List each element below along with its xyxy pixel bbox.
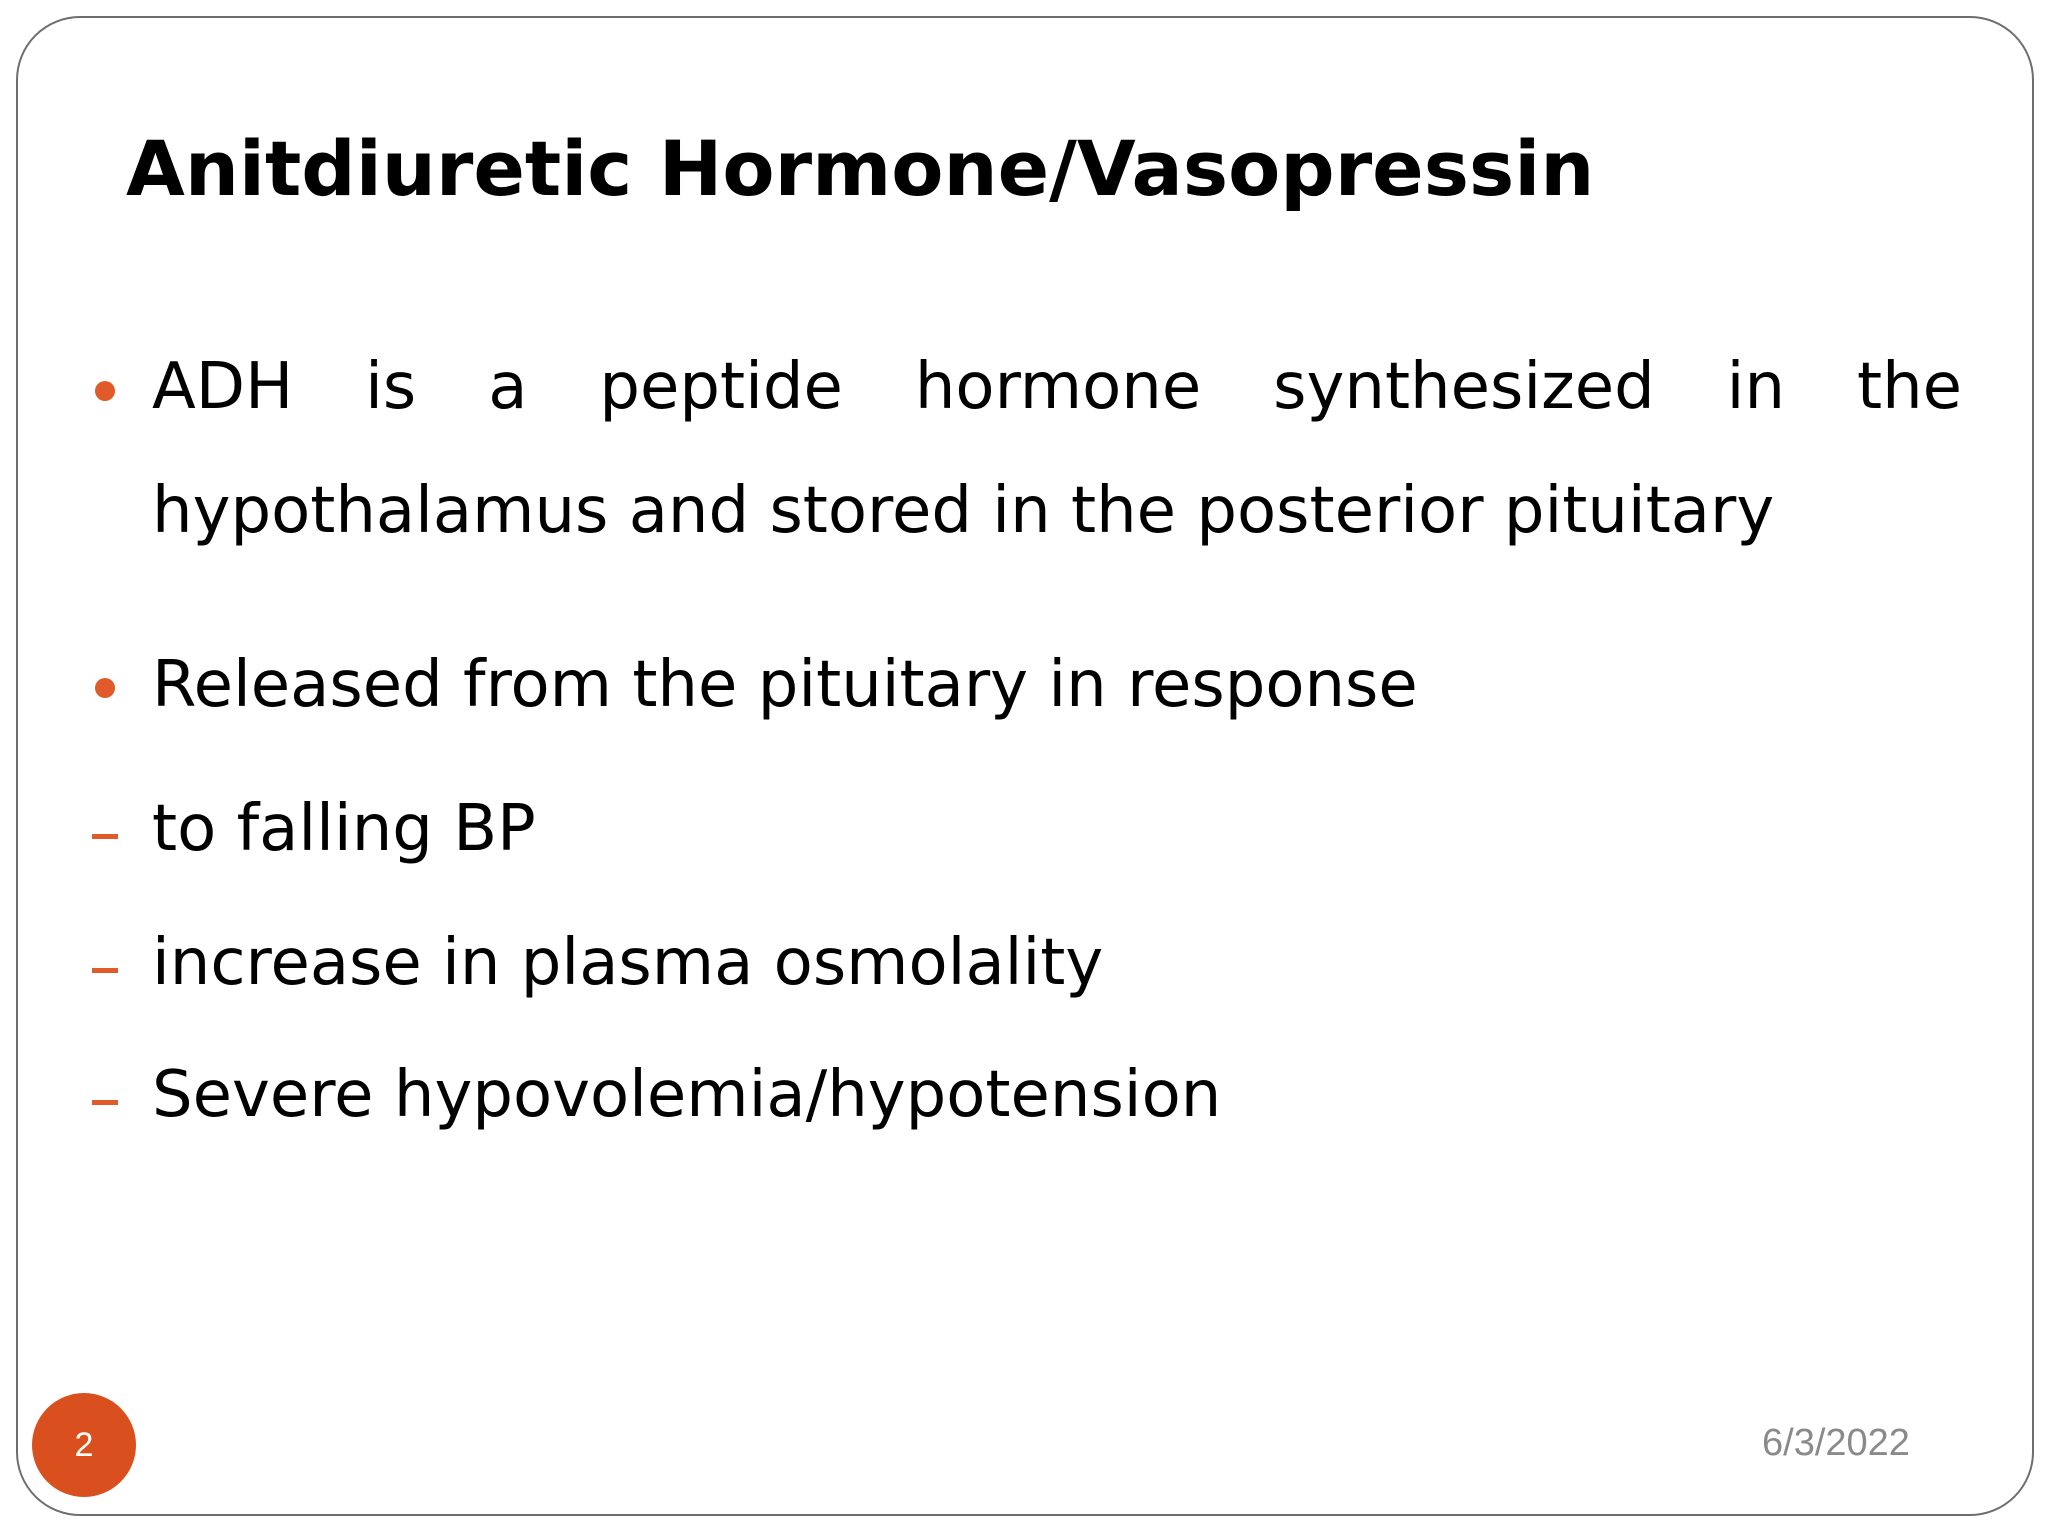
- bullet-1-line-1: ADH is a peptide hormone synthesized in the: [152, 350, 1962, 424]
- dash-icon: [92, 834, 118, 839]
- bullet-1-line-2: hypothalamus and stored in the posterior pituitary: [152, 474, 1775, 548]
- slide-date: 6/3/2022: [1762, 1422, 1910, 1464]
- bullet-dot-icon: [95, 678, 115, 698]
- sub-item-2: increase in plasma osmolality: [152, 926, 1104, 1000]
- dash-icon: [92, 968, 118, 973]
- slide-frame: [16, 16, 2034, 1516]
- sub-item-1: to falling BP: [152, 792, 536, 866]
- sub-item-3: Severe hypovolemia/hypotension: [152, 1058, 1222, 1132]
- bullet-dot-icon: [95, 381, 115, 401]
- slide-title: Anitdiuretic Hormone/Vasopressin: [126, 124, 1595, 213]
- bullet-2-line-1: Released from the pituitary in response: [152, 648, 1418, 722]
- page-number-badge: 2: [32, 1393, 136, 1497]
- dash-icon: [92, 1100, 118, 1105]
